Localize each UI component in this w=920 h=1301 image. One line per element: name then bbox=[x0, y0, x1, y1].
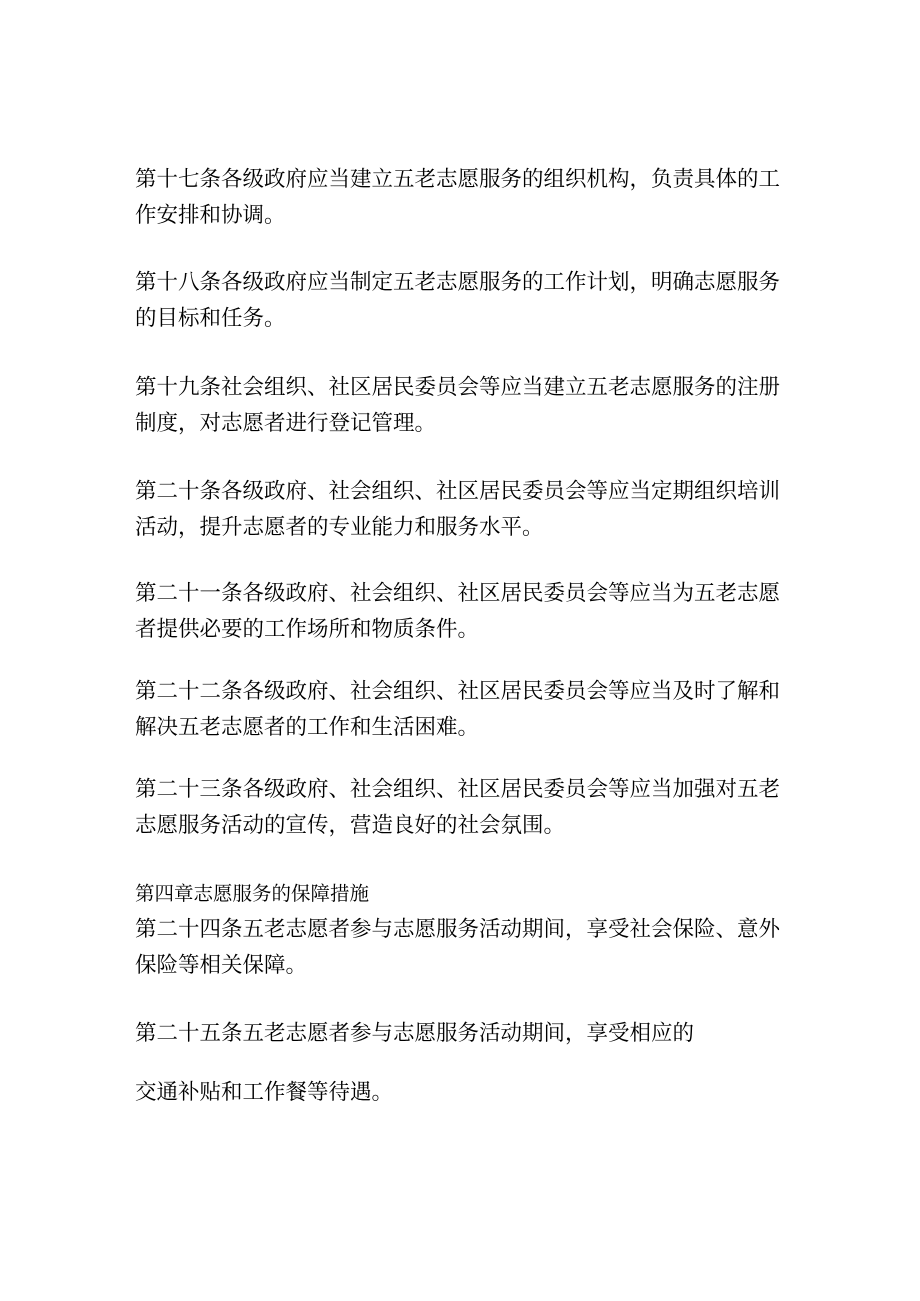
article-21 bbox=[135, 576, 785, 648]
article-20-line-2: 活动，提升志愿者的专业能力和服务水平。 bbox=[135, 515, 544, 540]
article-22-line-1: 第二十二条各级政府、社会组织、社区居民委员会等应当及时了解和 bbox=[135, 679, 781, 704]
article-25-line-1: 第二十五条五老志愿者参与志愿服务活动期间，享受相应的 bbox=[135, 1021, 695, 1046]
article-19-line-1: 第十九条社会组织、社区居民委员会等应当建立五老志愿服务的注册 bbox=[135, 375, 781, 400]
article-19 bbox=[135, 370, 785, 442]
article-25-part-1 bbox=[135, 1016, 785, 1052]
article-20-line-1: 第二十条各级政府、社会组织、社区居民委员会等应当定期组织培训 bbox=[135, 479, 781, 504]
article-19-line-2: 制度，对志愿者进行登记管理。 bbox=[135, 411, 437, 436]
chapter-4 bbox=[135, 876, 785, 984]
article-18 bbox=[135, 265, 785, 337]
article-17-line-2: 作安排和协调。 bbox=[135, 203, 286, 228]
article-25-line-2: 交通补贴和工作餐等待遇。 bbox=[135, 1080, 394, 1105]
article-18-line-1: 第十八条各级政府应当制定五老志愿服务的工作计划，明确志愿服务 bbox=[135, 270, 781, 295]
article-24-line-1: 第二十四条五老志愿者参与志愿服务活动期间，享受社会保险、意外 bbox=[135, 917, 781, 942]
article-17-line-1: 第十七条各级政府应当建立五老志愿服务的组织机构，负责具体的工 bbox=[135, 167, 781, 192]
article-17 bbox=[135, 162, 785, 234]
article-23 bbox=[135, 772, 785, 844]
article-24-line-2: 保险等相关保障。 bbox=[135, 953, 308, 978]
article-21-line-2: 者提供必要的工作场所和物质条件。 bbox=[135, 617, 480, 642]
article-22-line-2: 解决五老志愿者的工作和生活困难。 bbox=[135, 715, 480, 740]
article-20 bbox=[135, 474, 785, 546]
article-22 bbox=[135, 674, 785, 746]
article-18-line-2: 的目标和任务。 bbox=[135, 306, 286, 331]
article-23-line-2: 志愿服务活动的宣传，营造良好的社会氛围。 bbox=[135, 813, 566, 838]
article-21-line-1: 第二十一条各级政府、社会组织、社区居民委员会等应当为五老志愿 bbox=[135, 581, 781, 606]
article-25-part-2 bbox=[135, 1075, 785, 1111]
article-23-line-1: 第二十三条各级政府、社会组织、社区居民委员会等应当加强对五老 bbox=[135, 777, 781, 802]
chapter-4-heading: 第四章志愿服务的保障措施 bbox=[135, 882, 370, 905]
